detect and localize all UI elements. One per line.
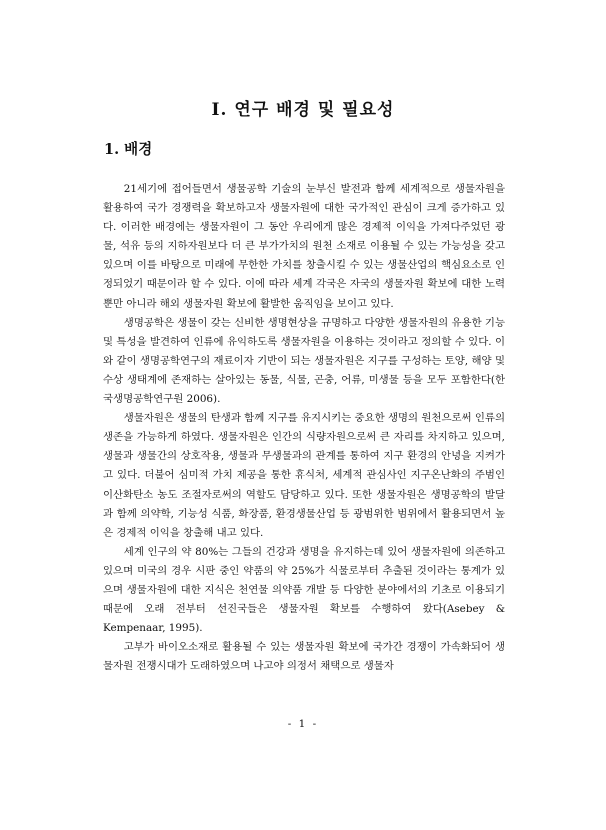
paragraph: 생물자원은 생물의 탄생과 함께 지구를 유지시키는 중요한 생명의 원천으로써 인류의 생존을 가능하게 하였다. 생물자원은 인간의 식량자원으로써 큰 자리를 차지하고 있으며, 생물과 생물간의 상호작용, 생물과 무생물과의 관계를 통하여 지구 환경의 안녕을 지켜가고 있다. 더불어 심미적 가치 제공을 통한 휴식처, 세계적 관심사인 지구온난화의 주범인 이산화탄소 농도 조절자로써의 역할도 담당하고 있다. 또한 생물자원은 생명공학의 발달과 함께 의약학, 기능성 식품, 화장품, 환경생물산업 등 광범위한 범위에서 활용되면서 높은 경제적 이익을 창출해 내고 있다. bbox=[103, 412, 505, 539]
body-text bbox=[103, 180, 505, 676]
section-title: 1. 배경 bbox=[104, 141, 153, 158]
chapter-title: Ⅰ. 연구 배경 및 필요성 bbox=[211, 100, 395, 120]
paragraph: 세계 인구의 약 80%는 그들의 건강과 생명을 유지하는데 있어 생물자원에 의존하고 있으며 미국의 경우 시판 중인 약품의 약 25%가 식물로부터 추출된 것이라는 통계가 있으며 생물자원에 대한 지식은 천연물 의약품 개발 등 다양한 분야에서의 기초로 이용되기 때문에 오래 전부터 선진국들은 생물자원 확보를 수행하여 왔다(Asebey & Kempenaar, 1995). bbox=[103, 545, 505, 635]
paragraph: 생명공학은 생물이 갖는 신비한 생명현상을 규명하고 다양한 생물자원의 유용한 기능 및 특성을 발견하여 인류에 유익하도록 생물자원을 이용하는 것이라고 정의할 수 있다. 이와 같이 생명공학연구의 재료이자 기반이 되는 생물자원은 지구를 구성하는 토양, 해양 및 수상 생태계에 존재하는 살아있는 동물, 식물, 곤충, 어류, 미생물 등을 모두 포함한다(한국생명공학연구원 2006). bbox=[103, 316, 505, 406]
paragraph: 고부가 바이오소재로 활용될 수 있는 생물자원 확보에 국가간 경쟁이 가속화되어 생물자원 전쟁시대가 도래하였으며 나고야 의정서 채택으로 생물자 bbox=[103, 641, 505, 673]
paragraph: 21세기에 접어들면서 생물공학 기술의 눈부신 발전과 함께 세계적으로 생물자원을 활용하여 국가 경쟁력을 확보하고자 생물자원에 대한 국가적인 관심이 크게 증가하고 있다. 이러한 배경에는 생물자원이 그 동안 우리에게 많은 경제적 이익을 가져다주었던 광물, 석유 등의 지하자원보다 더 큰 부가가치의 원천 소재로 이용될 수 있는 가능성을 갖고 있으며 이를 바탕으로 미래에 무한한 가치를 창출시킬 수 있는 생물산업의 핵심요소로 인정되었기 때문이라 할 수 있다. 이에 따라 세계 각국은 자국의 생물자원 확보에 대한 노력뿐만 아니라 해외 생물자원 확보에 활발한 움직임을 보이고 있다. bbox=[103, 183, 505, 310]
page-number: - 1 - bbox=[287, 718, 319, 730]
